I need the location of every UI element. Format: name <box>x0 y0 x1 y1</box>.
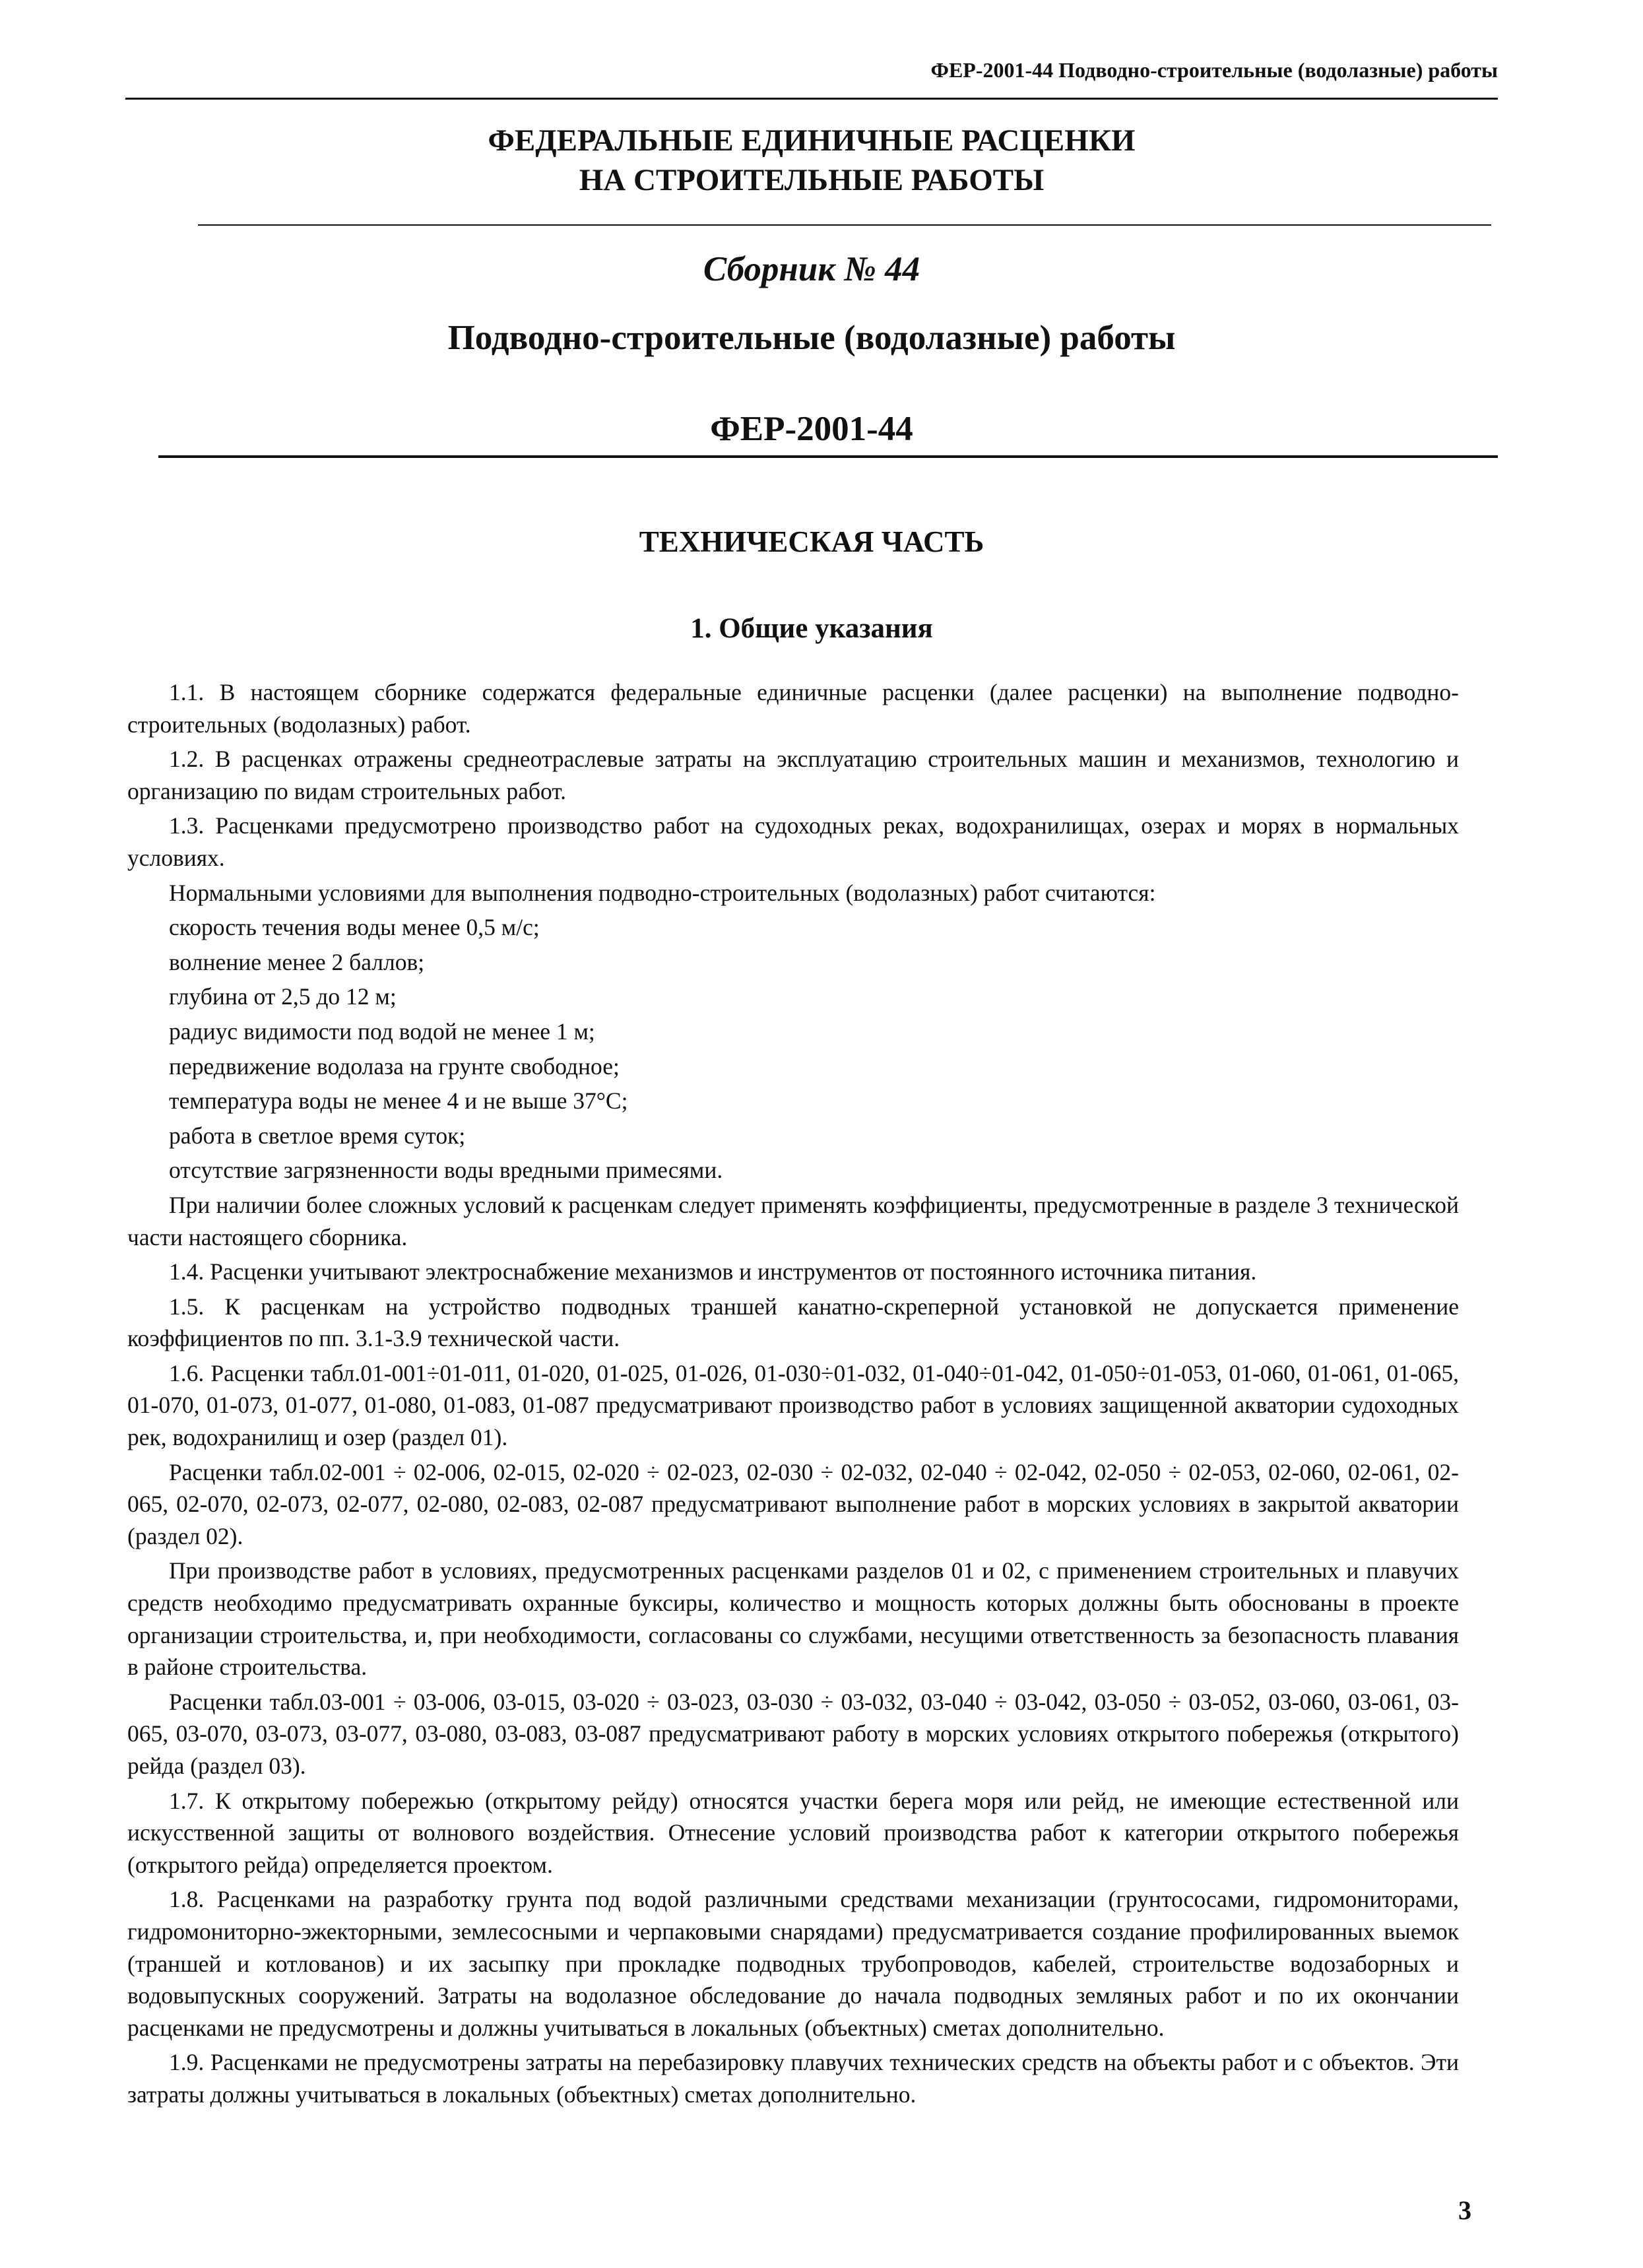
paragraph: 1.5. К расценкам на устройство подводных траншей канатно-скреперной установкой не допускается применение коэффициентов по пп. 3.1-3.9 технической части. <box>127 1293 1459 1352</box>
paragraph: 1.1. В настоящем сборнике содержатся федеральные единичные расценки (далее расценки) на выполнение подводно-строительных (водолазных) работ. <box>127 679 1459 738</box>
section-heading: 1. Общие указания <box>690 613 933 644</box>
collection-subject: Подводно-строительные (водолазные) работы <box>447 319 1176 357</box>
page-number: 3 <box>1458 2195 1471 2225</box>
condition-item: отсутствие загрязненности воды вредными примесями. <box>169 1157 723 1184</box>
title-line-2: НА СТРОИТЕЛЬНЫЕ РАБОТЫ <box>579 163 1045 197</box>
paragraph: При производстве работ в условиях, предусмотренных расценками разделов 01 и 02, с применением строительных и плавучих средств необходимо предусматривать охранные буксиры, количество и мощность которых должны быть обоснованы в проекте организации строительства, и, при необходимости, согласованы со службами, несущими ответственность за безопасность плавания в районе строительства. <box>127 1557 1459 1681</box>
paragraph: 1.3. Расценками предусмотрено производство работ на судоходных реках, водохранилищах, озерах и морях в нормальных условиях. <box>127 812 1459 871</box>
title-line-1: ФЕДЕРАЛЬНЫЕ ЕДИНИЧНЫЕ РАСЦЕНКИ <box>488 123 1136 158</box>
paragraph: 1.2. В расценках отражены среднеотраслевые затраты на эксплуатацию строительных машин и механизмов, технологию и организацию по видам строительных работ. <box>127 746 1459 804</box>
paragraph: 1.9. Расценками не предусмотрены затраты на перебазировку плавучих технических средств на объекты работ и с объектов. Эти затраты должны учитываться в локальных (объектных) сметах дополнительно. <box>127 2049 1459 2108</box>
condition-item: работа в светлое время суток; <box>169 1122 466 1149</box>
running-header: ФЕР-2001-44 Подводно-строительные (водолазные) работы <box>930 58 1498 82</box>
paragraph: При наличии более сложных условий к расценкам следует применять коэффициенты, предусмотренные в разделе 3 технической части настоящего сборника. <box>127 1191 1459 1250</box>
paragraph: Расценки табл.02-001 ÷ 02-006, 02-015, 02-020 ÷ 02-023, 02-030 ÷ 02-032, 02-040 ÷ 02-042, 02-050 ÷ 02-053, 02-060, 02-061, 02-065, 02-070, 02-073, 02-077, 02-080, 02-083, 02-087 предусматривают выполнение работ в морских условиях в закрытой акватории (раздел 02). <box>127 1458 1459 1549</box>
paragraph: 1.4. Расценки учитывают электроснабжение механизмов и инструментов от постоянного источника питания. <box>169 1258 1257 1285</box>
condition-item: скорость течения воды менее 0,5 м/с; <box>169 914 540 941</box>
collection-code: ФЕР-2001-44 <box>710 410 913 448</box>
condition-item: волнение менее 2 баллов; <box>169 948 425 975</box>
condition-item: глубина от 2,5 до 12 м; <box>169 983 397 1010</box>
part-heading: ТЕХНИЧЕСКАЯ ЧАСТЬ <box>639 525 984 558</box>
title-rule <box>198 224 1491 226</box>
condition-item: радиус видимости под водой не менее 1 м; <box>169 1018 595 1045</box>
collection-number: Сборник № 44 <box>703 250 920 288</box>
body-text <box>127 676 1459 2111</box>
document-title <box>125 121 1498 200</box>
condition-item: передвижение водолаза на грунте свободное; <box>169 1053 620 1080</box>
paragraph: 1.6. Расценки табл.01-001÷01-011, 01-020, 01-025, 01-026, 01-030÷01-032, 01-040÷01-042, 01-050÷01-053, 01-060, 01-061, 01-065, 01-070, 01-073, 01-077, 01-080, 01-083, 01-087 предусматривают производство работ в условиях защищенной акватории судоходных рек, водохранилищ и озер (раздел 01). <box>127 1359 1459 1451</box>
header-rule <box>125 98 1498 100</box>
condition-item: температура воды не менее 4 и не выше 37°С; <box>169 1087 628 1115</box>
paragraph: Расценки табл.03-001 ÷ 03-006, 03-015, 03-020 ÷ 03-023, 03-030 ÷ 03-032, 03-040 ÷ 03-042, 03-050 ÷ 03-052, 03-060, 03-061, 03-065, 03-070, 03-073, 03-077, 03-080, 03-083, 03-087 предусматривают работу в морских условиях открытого побережья (открытого) рейда (раздел 03). <box>127 1688 1459 1779</box>
code-rule <box>158 455 1498 458</box>
paragraph: 1.7. К открытому побережью (открытому рейду) относятся участки берега моря или рейд, не имеющие естественной или искусственной защиты от волнового воздействия. Отнесение условий производства работ к категории открытого побережья (открытого рейда) определяется проектом. <box>127 1787 1459 1878</box>
paragraph: Нормальными условиями для выполнения подводно-строительных (водолазных) работ считаются: <box>169 879 1156 906</box>
paragraph: 1.8. Расценками на разработку грунта под водой различными средствами механизации (грунтососами, гидромониторами, гидромониторно-эжекторными, землесосными и черпаковыми снарядами) предусматривается создание профилированных выемок (траншей и котлованов) и их засыпку при прокладке подводных трубопроводов, кабелей, строительстве водозаборных и водовыпускных сооружений. Затраты на водолазное обследование до начала подводных земляных работ и по их окончании расценками не предусмотрены и должны учитываться в локальных (объектных) сметах дополнительно. <box>127 1886 1459 2041</box>
